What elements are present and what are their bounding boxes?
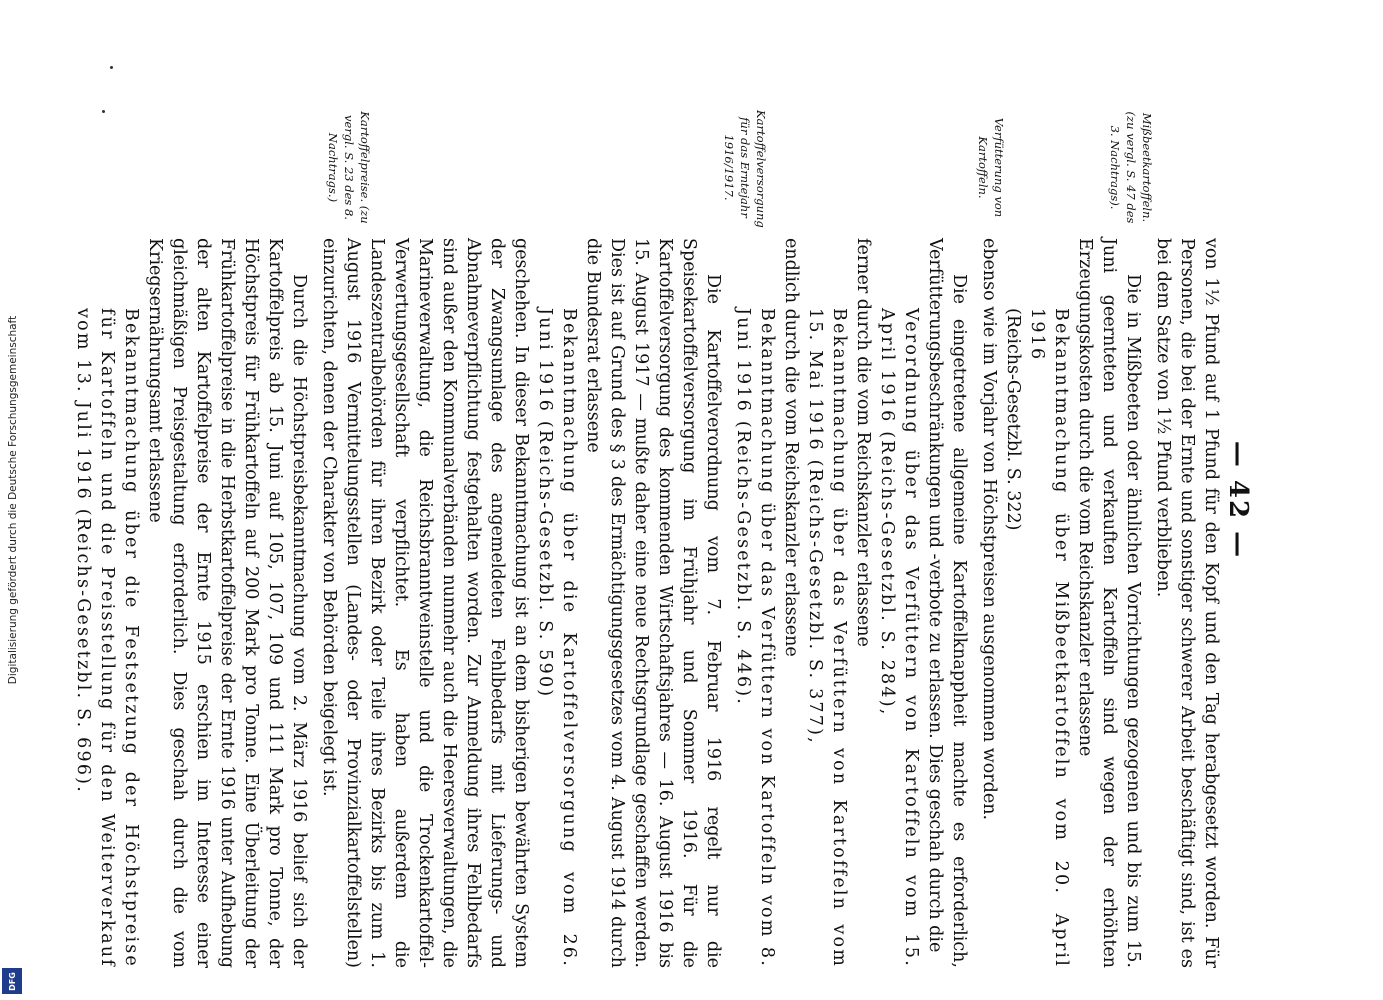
margin-note-kartoffelversorgung: Kartoffelversorgung für das Erntejahr 1916/1917.	[722, 110, 768, 228]
paragraph-3: Die eingetretene allgemeine Kartoffelknappheit machte es erforderlich, Verfütterungsbeschränkungen und -verbote zu erlassen. Dies geschah durch die	[925, 238, 969, 968]
paragraph-3-mid-1: ferner durch die vom Reichskanzler erlassene	[853, 238, 873, 647]
scan-speck	[102, 110, 105, 113]
citation-kartoffelversorgung: Bekanntmachung über die Kartoffelversorgung vom 26. Juni 1916 (Reichs-Gesetzbl. S. 590)	[535, 308, 579, 968]
paragraph-1: von 1½ Pfund auf 1 Pfund für den Kopf und den Tag herabgesetzt worden. Für Personen, die bei der Ernte und sonstiger schwerer Arbeit beschäftigt sind, ist es bei dem Satze von 1½ Pfund verblieben.	[1153, 238, 1221, 968]
body-text	[71, 238, 1223, 968]
paragraph-2: Die in Mißbeeten oder ähnlichen Vorrichtungen gezogenen und bis zum 15. Juni geernteten und verkauften Kartoffeln sind wegen der erhöhten Erzeugungskosten durch die vom Reichskanzler erlassene	[1075, 238, 1143, 968]
margin-note-verfuetterung: Verfütterung von Kartoffeln.	[976, 117, 1006, 218]
paragraph-5: Durch die Höchstpreisbekanntmachung vom 2. März 1916 belief sich der Kartoffelpreis ab 15. Juni auf 105, 107, 109 und 111 Mark pro Tonne, der Höchstpreis für Frühkartoffeln auf 200 Mark pro Tonne. Eine Überleitung der Frühkartoffelpreise in die Herbstkartoffelpreise der Ernte 1916 unter Aufhebung der alten Kartoffelpreise der Ernte 1915 erschien im Interesse einer gleichmäßigen Preisgestaltung erforderlich. Dies geschah durch die vom Kriegsernährungsamt erlassene	[145, 238, 309, 968]
margin-note-missbeet: Mißbeetkartoffeln. (zu vergl. S. 47 des 3. Nachtrags).	[1108, 111, 1154, 224]
dfg-logo-icon: DFG	[2, 968, 22, 994]
margin-note-kartoffelpreise: Kartoffelpreise. (zu vergl. S. 23 des 8. Nachtrags.)	[326, 111, 372, 224]
citation-missbeet-ref: (Reichs-Gesetzbl. S. 322)	[1003, 308, 1023, 531]
paragraph-2-tail: ebenso wie im Vorjahr von Höchstpreisen ausgenommen worden.	[979, 238, 999, 821]
citation-verfuetterung-3: Bekanntmachung über das Verfüttern von Kartoffeln vom 8. Juni 1916 (Reichs-Gesetzbl. S. 446).	[733, 308, 777, 968]
page-number: — 42 —	[1223, 440, 1253, 560]
paragraph-4: Die Kartoffelverordnung vom 7. Februar 1916 regelt nur die Speisekartoffelversorgung im Frühjahr und Sommer 1916. Für die Kartoffelversorgung des kommenden Wirtschaftsjahres — 16. August 1916 bis 15. August 1917 — mußte daher eine neue Rechtsgrundlage geschaffen werden. Dies ist auf Grund des § 3 des Ermächtigungsgesetzes vom 4. August 1914 durch die Bundesrat erlassene	[583, 238, 723, 968]
citation-missbeet: Bekanntmachung über Mißbeetkartoffeln vom 20. April 1916	[1027, 308, 1071, 968]
citation-verfuetterung-2: Bekanntmachung über das Verfüttern von Kartoffeln vom 15. Mai 1916 (Reichs-Gesetzbl. S. 377),	[805, 308, 849, 968]
dfg-sidebar	[0, 0, 26, 1000]
paragraph-4-tail: geschehen. In dieser Bekanntmachung ist an dem bisherigen bewährten System der Zwangsumlage des angemeldeten Fehlbedarfs mit Lieferungs- und Abnahmeverpflichtung festgehalten worden. Zur Anmeldung ihres Fehlbedarfs sind außer den Kommunalverbänden nunmehr auch die Heeresverwaltungen, die Marineverwaltung, die Reichsbranntweinstelle und die Trockenkartoffel-Verwertungsgesellschaft verpflichtet. Es haben außerdem die Landeszentralbehörden für ihren Bezirk oder Teile ihres Bezirks bis zum 1. August 1916 Vermittelungsstellen (Landes- oder Provinzialkartoffelstellen) einzurichten, denen der Charakter von Behörden beigelegt ist.	[319, 238, 531, 968]
dfg-credit-text: Digitalisierung gefördert durch die Deutsche Forschungsgemeinschaft	[7, 315, 19, 685]
citation-hoechstpreise: Bekanntmachung über die Festsetzung der Höchstpreise für Kartoffeln und die Preisstellung für den Weiterverkauf vom 13. Juli 1916 (Reichs-Gesetzbl. S. 696).	[73, 308, 141, 968]
citation-verfuetterung-1: Verordnung über das Verfüttern von Kartoffeln vom 15. April 1916 (Reichs-Gesetzbl. S. 284),	[877, 308, 921, 968]
scan-speck	[110, 66, 113, 69]
paragraph-3-mid-2: endlich durch die vom Reichskanzler erlassene	[781, 238, 801, 657]
